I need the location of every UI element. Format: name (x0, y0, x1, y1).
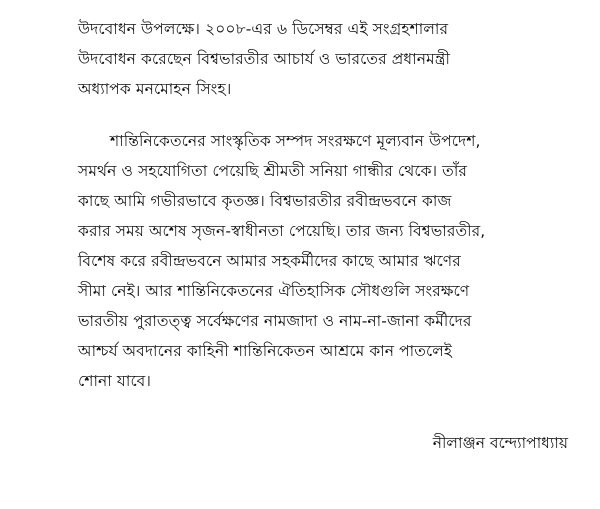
paragraph-1 (78, 14, 578, 104)
paragraph-1-line-3: অধ্যাপক মনমোহন সিংহ। (78, 80, 232, 98)
paragraph-1-line-2: উদবোধন করেছেন বিশ্বভারতীর আচার্য ও ভারতের প্রধানমন্ত্রী (78, 50, 451, 68)
paragraph-1-line-1: উদবোধন উপলক্ষে। ২০০৮-এর ৬ ডিসেম্বর এই সংগ্রহশালার (78, 20, 449, 38)
author-signature: নীলাঞ্জন বন্দ্যোপাধ্যায় (432, 434, 568, 452)
paragraph-2-line-6: সীমা নেই। আর শান্তিনিকেতনের ঐতিহাসিক সৌধগুলি সংরক্ষণে (78, 282, 470, 300)
paragraph-2-line-1: শান্তিনিকেতনের সাংস্কৃতিক সম্পদ সংরক্ষণে মূল্যবান উপদেশ, (110, 132, 481, 150)
paragraph-2-line-3: কাছে আমি গভীরভাবে কৃতজ্ঞ। বিশ্বভারতীর রবীন্দ্রভবনে কাজ (78, 192, 452, 210)
paragraph-2-line-5: বিশেষ করে রবীন্দ্রভবনে আমার সহকর্মীদের কাছে আমার ঋণের (78, 252, 461, 270)
paragraph-2-line-2: সমর্থন ও সহযোগিতা পেয়েছি শ্রীমতী সনিয়া গান্ধীর থেকে। তাঁর (78, 162, 468, 180)
paragraph-2-line-4: করার সময় অশেষ সৃজন-স্বাধীনতা পেয়েছি। তার জন্য বিশ্বভারতীর, (78, 222, 486, 240)
paragraph-spacer (78, 104, 578, 126)
body-text (78, 14, 578, 396)
paragraph-2-line-9: শোনা যাবে। (78, 372, 152, 390)
paragraph-2 (78, 126, 578, 396)
paragraph-2-line-8: আশ্চর্য অবদানের কাহিনী শান্তিনিকেতন আশ্রমে কান পাতলেই (78, 342, 453, 360)
paragraph-2-line-7: ভারতীয় পুরাতত্ত্ব সর্বেক্ষণের নামজাদা ও নাম-না-জানা কর্মীদের (78, 312, 472, 330)
